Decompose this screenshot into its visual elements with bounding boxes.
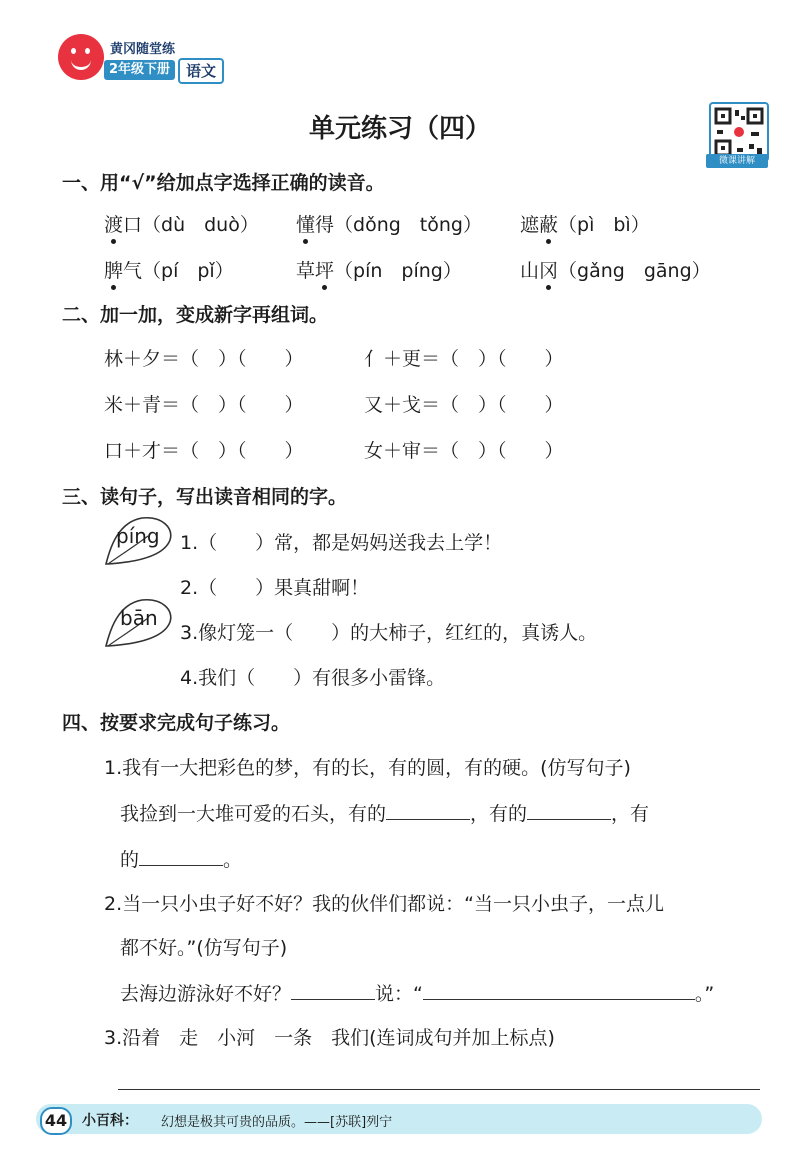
section2-heading: 二、加一加，变成新字再组词。 [62, 304, 329, 326]
grade-badge: 2年级下册 [104, 60, 175, 80]
sentence-2: 2.（ ）果真甜啊！ [180, 577, 370, 599]
page-number: 44 [40, 1107, 72, 1135]
char-combine-6: 女＋审＝（ ）（ ） [364, 440, 564, 462]
char-combine-4: 又＋戈＝（ ）（ ） [364, 394, 564, 416]
section1-heading: 一、用“√”给加点字选择正确的读音。 [62, 172, 385, 194]
exercise-3-prompt: 3.沿着 走 小河 一条 我们(连词成句并加上标点) [104, 1027, 555, 1049]
qr-code-icon [709, 102, 769, 162]
page-title: 单元练习（四） [308, 114, 491, 144]
subject-badge: 语文 [178, 58, 224, 84]
sentence-4: 4.我们（ ）有很多小雷锋。 [180, 667, 446, 689]
leaf-icon [102, 596, 176, 650]
footer-bar [36, 1104, 762, 1134]
char-combine-2: 亻＋更＝（ ）（ ） [364, 348, 564, 370]
exercise-1-line: 我捡到一大堆可爱的石头，有的 ，有的 ，有 [120, 803, 650, 825]
leaf-icon [102, 514, 176, 568]
exercise-1-line-2: 的 。 [120, 849, 243, 871]
footer-quote: 幻想是极其可贵的品质。——[苏联]列宁 [161, 1115, 393, 1130]
leaf-pinyin-ping: píng [116, 524, 160, 548]
exercise-2-prompt-cont: 都不好。”(仿写句子) [120, 937, 288, 959]
section3-heading: 三、读句子，写出读音相同的字。 [62, 486, 348, 508]
footer-label: 小百科： [82, 1113, 138, 1129]
char-combine-3: 米＋青＝（ ）（ ） [104, 394, 304, 416]
leaf-pinyin-ban: bān [120, 606, 158, 630]
brand-name: 黄冈随堂练 [110, 42, 176, 57]
char-combine-1: 林＋夕＝（ ）（ ） [104, 348, 304, 370]
pinyin-item-1: 渡口（dù duò） [104, 210, 259, 237]
pinyin-item-2: 懂得（dǒng tǒng） [296, 210, 482, 237]
pinyin-item-3: 遮蔽（pì bì） [520, 210, 650, 237]
pinyin-item-6: 山冈（gǎng gāng） [520, 256, 711, 283]
sentence-3: 3.像灯笼一（ ）的大柿子，红红的，真诱人。 [180, 622, 598, 644]
exercise-2-line: 去海边游泳好不好？ 说：“ 。” [120, 983, 715, 1005]
pinyin-item-5: 草坪（pín píng） [296, 256, 462, 283]
qr-label: 微课讲解 [706, 154, 768, 168]
exercise-1-prompt: 1.我有一大把彩色的梦，有的长，有的圆，有的硬。(仿写句子) [104, 757, 631, 779]
sentence-1: 1.（ ）常，都是妈妈送我去上学！ [180, 532, 503, 554]
brand-logo [58, 34, 104, 80]
exercise-2-prompt: 2.当一只小虫子好不好？我的伙伴们都说：“当一只小虫子，一点儿 [104, 893, 664, 915]
pinyin-item-4: 脾气（pí pǐ） [104, 256, 234, 283]
char-combine-5: 口＋才＝（ ）（ ） [104, 440, 304, 462]
answer-line [118, 1089, 760, 1090]
section4-heading: 四、按要求完成句子练习。 [62, 712, 291, 734]
